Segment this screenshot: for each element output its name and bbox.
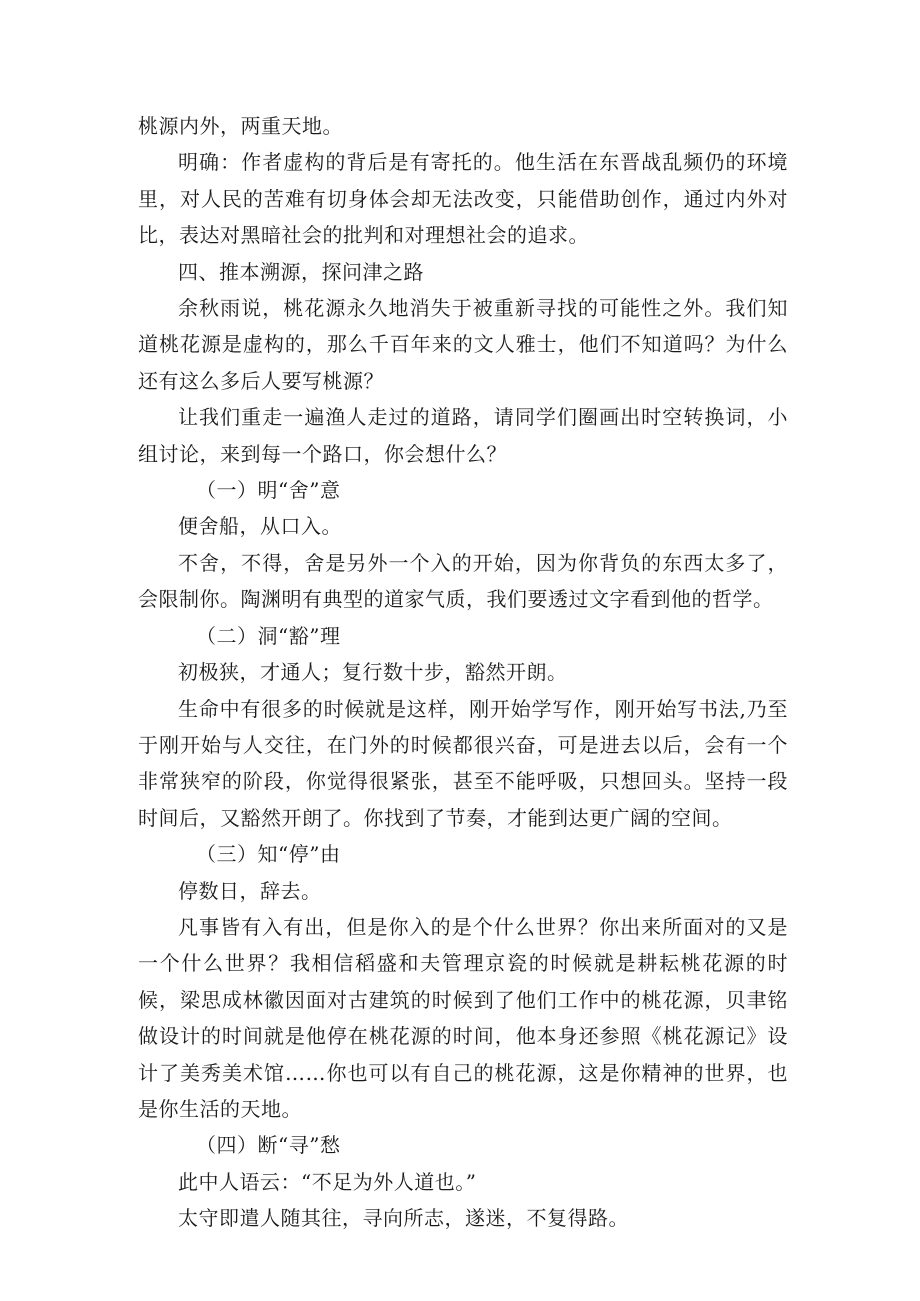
quote-3: 停数日，辞去。 bbox=[178, 878, 322, 903]
paragraph-clarification: 明确：作者虚构的背后是有寄托的。他生活在东晋战乱频仍的环境里，对人民的苦难有切身体会却无法改变，只能借助创作，通过内外对比，表达对黑暗社会的批判和对理想社会的追求。 bbox=[138, 150, 788, 248]
section-heading-4: 四、推本溯源，探问津之路 bbox=[178, 259, 424, 284]
paragraph-she: 不舍，不得，舍是另外一个入的开始，因为你背负的东西太多了，会限制你。陶渊明有典型的道家气质，我们要透过文字看到他的哲学。 bbox=[138, 550, 788, 612]
subheading-3: （三）知“停”由 bbox=[196, 842, 341, 867]
quote-4b: 太守即遣人随其往，寻向所志，遂迷，不复得路。 bbox=[178, 1206, 629, 1231]
paragraph-yu-qiuyu: 余秋雨说，桃花源永久地消失于被重新寻找的可能性之外。我们知道桃花源是虚构的，那么千百年来的文人雅士，他们不知道吗？为什么还有这么多后人要写桃源？ bbox=[138, 296, 788, 393]
subheading-4: （四）断“寻”愁 bbox=[196, 1133, 341, 1158]
document-body bbox=[138, 108, 788, 1237]
paragraph-task: 让我们重走一遍渔人走过的道路，请同学们圈画出时空转换词，小组讨论，来到每一个路口，你会想什么？ bbox=[138, 405, 788, 466]
paragraph-huo: 生命中有很多的时候就是这样，刚开始学写作，刚开始写书法,乃至于刚开始与人交往，在门外的时候都很兴奋，可是进去以后，会有一个非常狭窄的阶段，你觉得很紧张，甚至不能呼吸，只想回头。坚持一段时间后，又豁然开朗了。你找到了节奏，才能到达更广阔的空间。 bbox=[138, 696, 788, 830]
paragraph-continuation: 桃源内外，两重天地。 bbox=[138, 114, 343, 138]
subheading-1: （一）明“舍”意 bbox=[196, 478, 341, 503]
quote-4a: 此中人语云：“不足为外人道也。” bbox=[178, 1169, 477, 1194]
quote-2: 初极狭，才通人；复行数十步，豁然开朗。 bbox=[178, 660, 568, 685]
paragraph-ting: 凡事皆有入有出，但是你入的是个什么世界？你出来所面对的又是一个什么世界？我相信稻盛和夫管理京瓷的时候就是耕耘桃花源的时候，梁思成林徽因面对古建筑的时候到了他们工作中的桃花源，贝聿铭做设计的时间就是他停在桃花源的时间，他本身还参照《桃花源记》设计了美秀美术馆……你也可以有自己的桃花源，这是你精神的世界，也是你生活的天地。 bbox=[138, 914, 788, 1121]
subheading-2: （二）洞“豁”理 bbox=[196, 623, 341, 648]
quote-1: 便舍船，从口入。 bbox=[178, 514, 342, 539]
